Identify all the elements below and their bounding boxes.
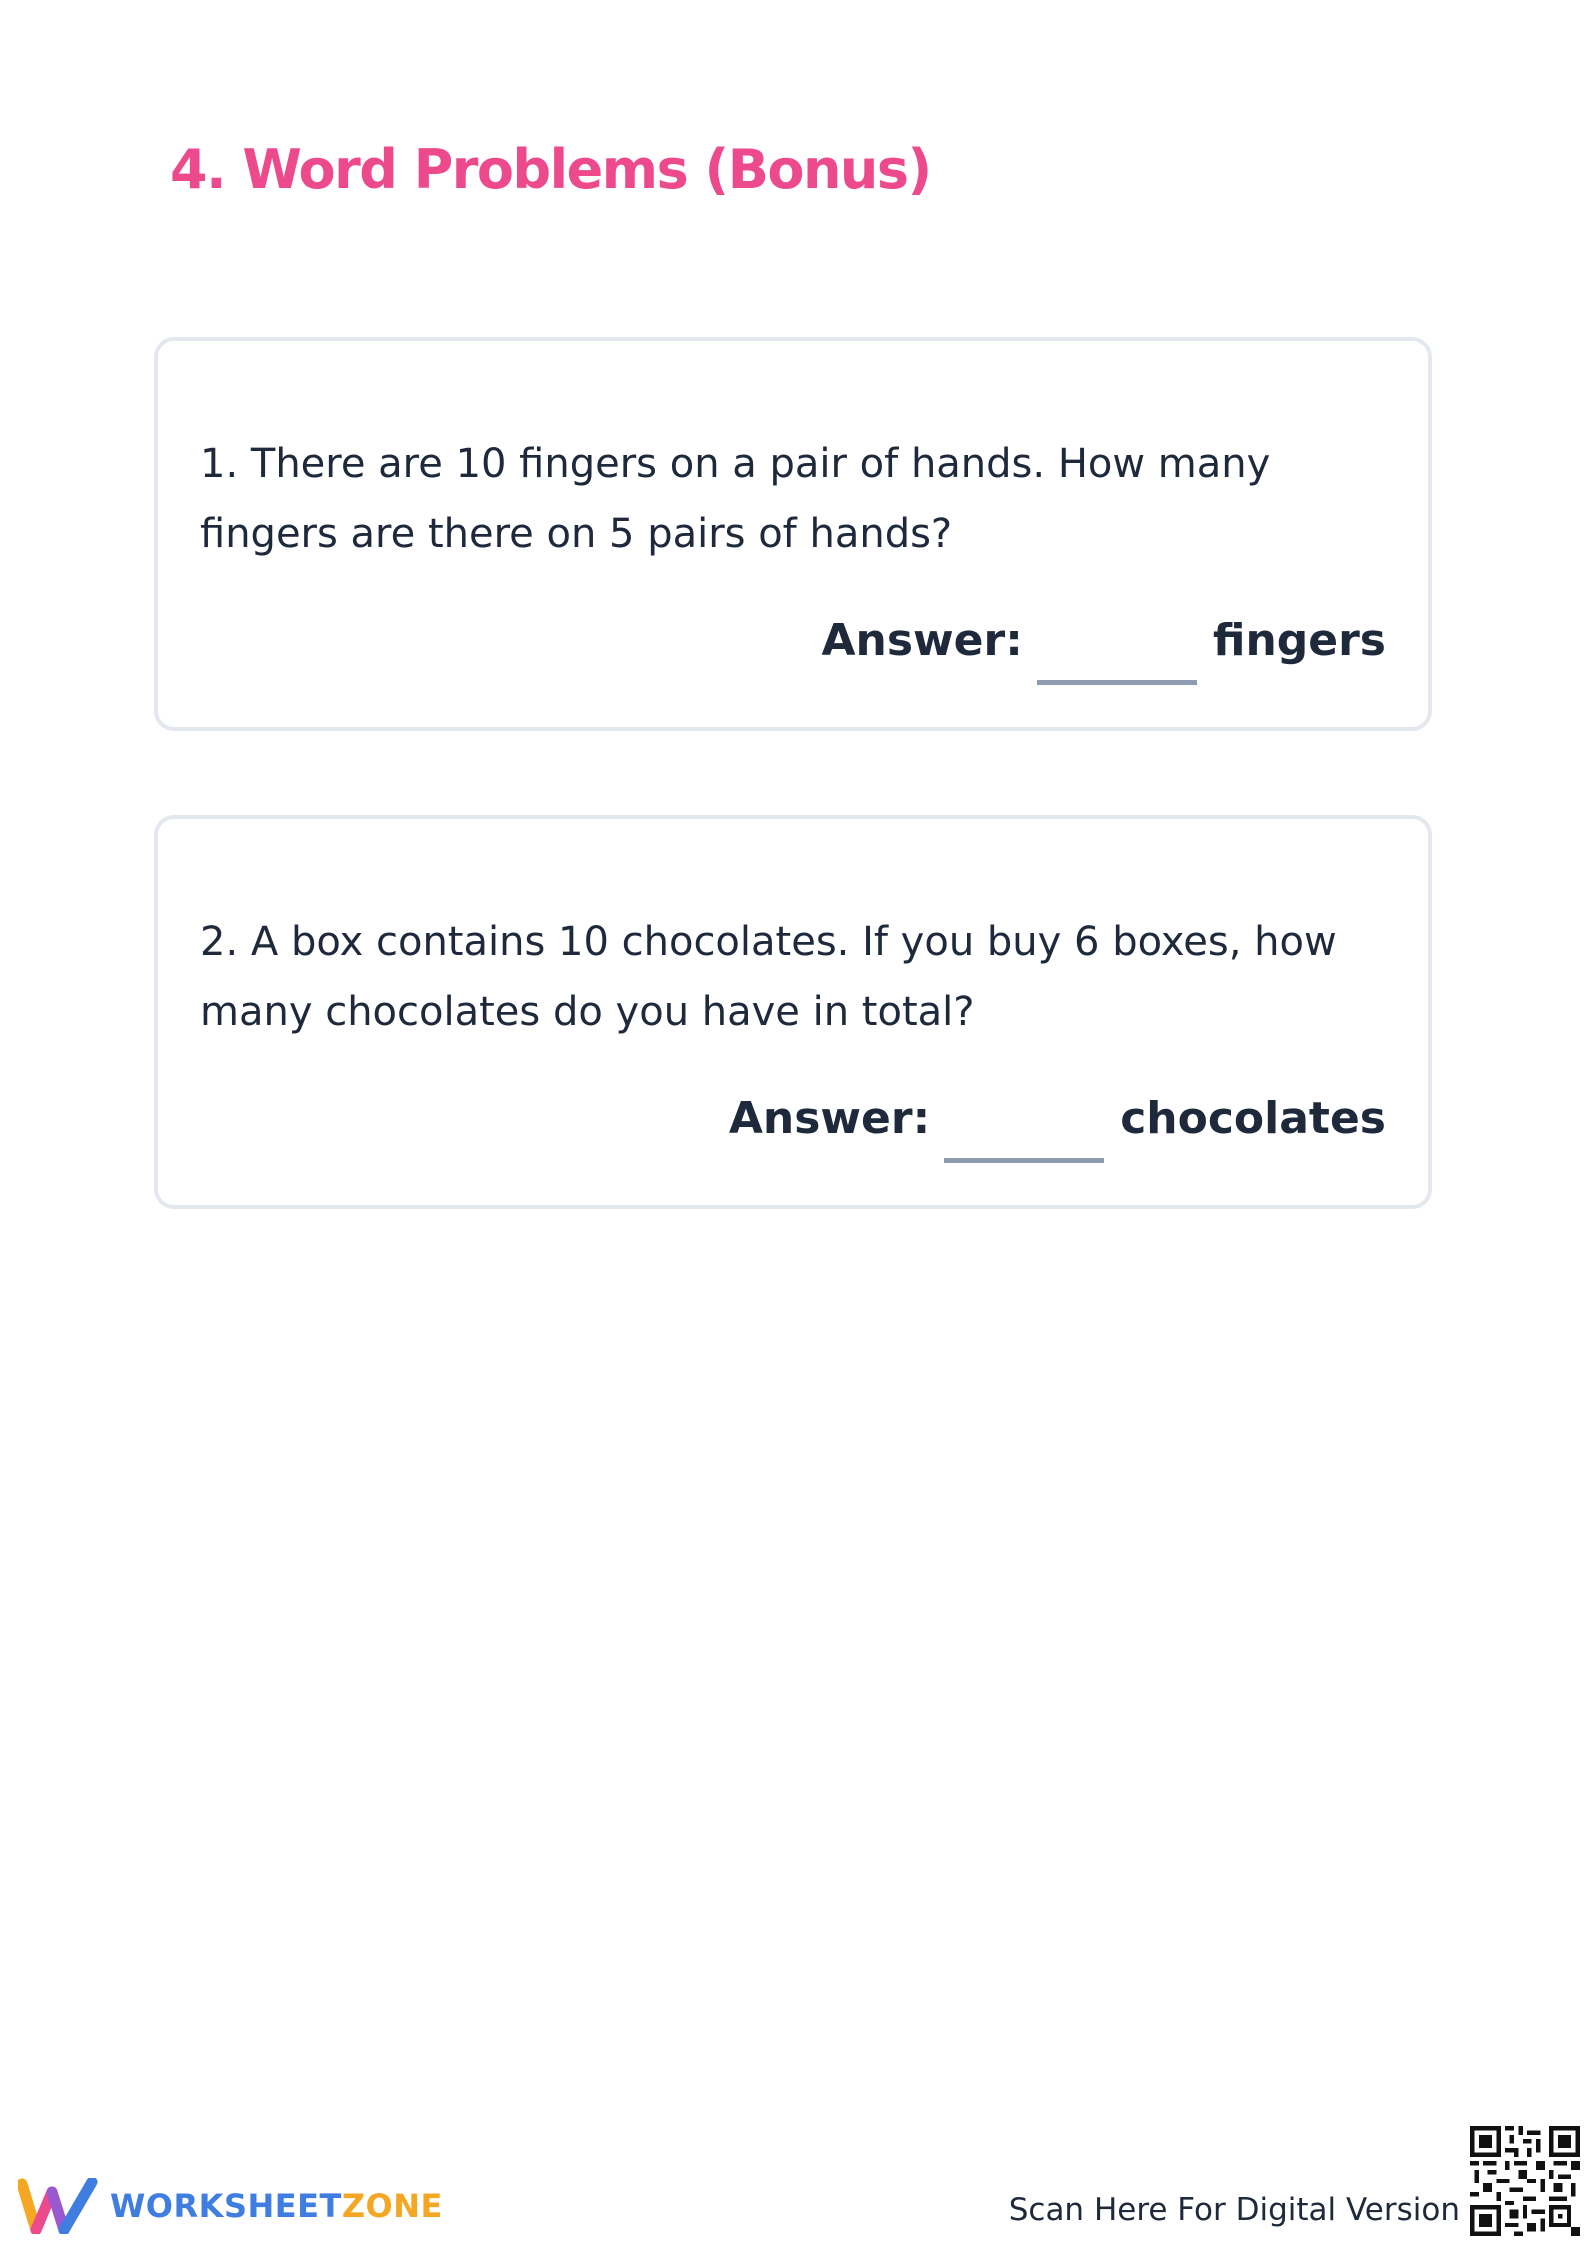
answer-unit: fingers [1212,615,1386,666]
brand-name-part2: ZONE [341,2187,443,2225]
answer-blank[interactable] [944,1158,1104,1163]
problem-card-2 [154,815,1432,1209]
worksheetzone-logo-icon [18,2178,98,2234]
section-title: 4. Word Problems (Bonus) [170,138,931,201]
answer-unit: chocolates [1120,1093,1386,1144]
brand-name-part1: WORKSHEET [110,2187,342,2225]
problem-question: 1. There are 10 fingers on a pair of hands. How many fingers are there on 5 pairs of hands? [200,441,1271,557]
problem-card-1 [154,337,1432,731]
scan-instruction: Scan Here For Digital Version [1008,2192,1460,2228]
qr-code-icon[interactable] [1470,2126,1580,2236]
problem-question: 2. A box contains 10 chocolates. If you buy 6 boxes, how many chocolates do you have in total? [200,919,1337,1035]
answer-blank[interactable] [1037,680,1197,685]
brand-name [110,2187,443,2225]
answer-row [821,613,1386,669]
answer-label: Answer: [821,615,1023,666]
answer-row [729,1091,1386,1147]
answer-label: Answer: [728,1093,931,1144]
footer-logo[interactable] [18,2178,443,2234]
